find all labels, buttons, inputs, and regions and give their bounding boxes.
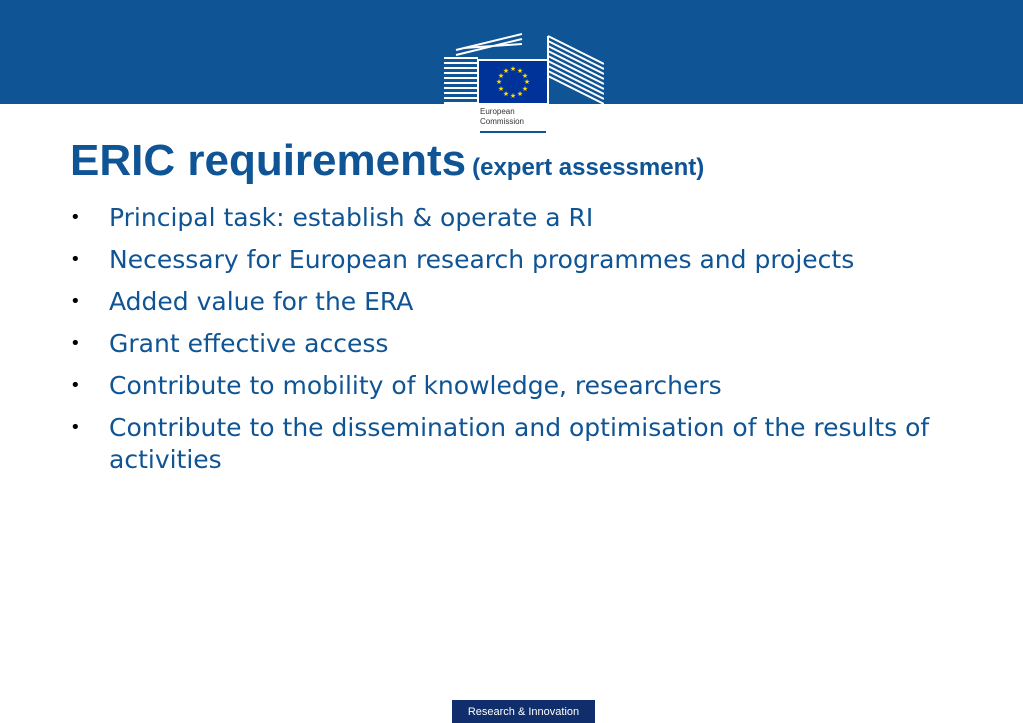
svg-text:★: ★ (495, 78, 503, 86)
bullet-dot-icon: • (70, 291, 81, 312)
logo-line-1: European (480, 107, 515, 116)
bullet-dot-icon: • (70, 333, 81, 354)
svg-text:★: ★ (523, 78, 531, 86)
svg-text:★: ★ (509, 65, 517, 73)
svg-text:★: ★ (521, 72, 529, 80)
list-item-text: Principal task: establish & operate a RI (109, 203, 594, 232)
logo-wordmark (480, 107, 560, 127)
list-item-text: Contribute to the dissemination and optimisation of the results of activities (109, 413, 930, 474)
european-commission-logo-icon (444, 30, 604, 106)
bullet-dot-icon: • (70, 249, 81, 270)
list-item-text: Added value for the ERA (109, 287, 414, 316)
list-item (70, 286, 970, 318)
list-item-text: Contribute to mobility of knowledge, researchers (109, 371, 722, 400)
bullet-list (70, 202, 970, 486)
svg-text:★: ★ (509, 92, 517, 100)
list-item-text: Grant effective access (109, 329, 389, 358)
list-item (70, 370, 970, 402)
svg-text:★: ★ (516, 90, 524, 98)
svg-text:★: ★ (502, 67, 510, 75)
list-item (70, 244, 970, 276)
svg-text:★: ★ (497, 85, 505, 93)
slide-title-main: ERIC requirements (70, 136, 467, 185)
logo-line-2: Commission (480, 117, 525, 126)
svg-text:★: ★ (502, 90, 510, 98)
bullet-dot-icon: • (70, 207, 81, 228)
slide-title (70, 136, 704, 186)
bullet-dot-icon: • (70, 417, 81, 438)
svg-text:★: ★ (497, 72, 505, 80)
logo-underline (480, 131, 546, 133)
svg-text:★: ★ (516, 67, 524, 75)
list-item-text: Necessary for European research programmes and projects (109, 245, 855, 274)
list-item (70, 412, 970, 476)
list-item (70, 202, 970, 234)
svg-text:★: ★ (521, 85, 529, 93)
bullet-dot-icon: • (70, 375, 81, 396)
footer-badge: Research & Innovation (452, 700, 595, 723)
slide-title-subtitle: (expert assessment) (472, 154, 705, 181)
european-commission-logo (444, 30, 604, 136)
list-item (70, 328, 970, 360)
